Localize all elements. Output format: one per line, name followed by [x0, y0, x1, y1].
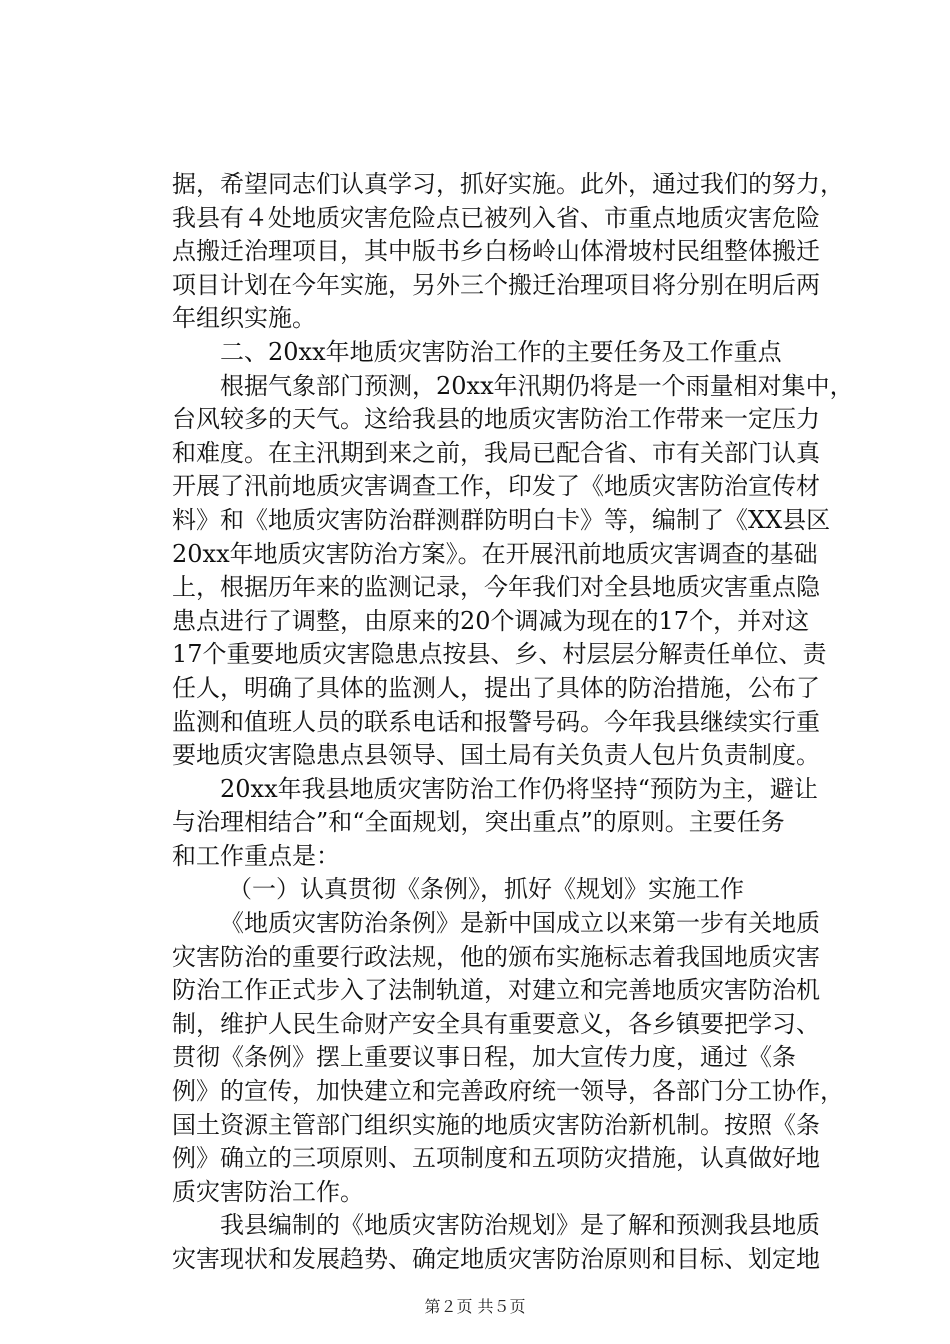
paragraph-line: 年组织实施。 [172, 304, 316, 333]
paragraph-line: 灾害现状和发展趋势、确定地质灾害防治原则和目标、划定地 [172, 1245, 820, 1273]
paragraph-line: 据，希望同志们认真学习，抓好实施。此外，通过我们的努力， [172, 170, 844, 198]
paragraph-line: 开展了汛前地质灾害调查工作，印发了《地质灾害防治宣传材 [172, 472, 820, 501]
paragraph-line: 上，根据历年来的监测记录，今年我们对全县地质灾害重点隐 [172, 573, 820, 602]
paragraph-line: 监测和值班人员的联系电话和报警号码。今年我县继续实行重 [172, 707, 820, 736]
document-body [172, 168, 854, 1277]
paragraph-line: 质灾害防治工作。 [172, 1177, 364, 1206]
paragraph-line: 20xx年地质灾害防治方案》。在开展汛前地质灾害调查的基础 [172, 539, 818, 568]
paragraph-line: 《地质灾害防治条例》是新中国成立以来第一步有关地质 [220, 909, 820, 938]
page-number-footer: 第２页 共５页 [424, 1297, 526, 1316]
paragraph-line: 例》的宣传，加快建立和完善政府统一领导，各部门分工协作， [172, 1077, 844, 1106]
paragraph-line: 与治理相结合”和“全面规划，突出重点”的原则。主要任务 [172, 808, 785, 837]
paragraph-line: 项目计划在今年实施，另外三个搬迁治理项目将分别在明后两 [172, 270, 820, 299]
paragraph-line: 防治工作正式步入了法制轨道，对建立和完善地质灾害防治机 [172, 976, 820, 1005]
paragraph-line: 17个重要地质灾害隐患点按县、乡、村层层分解责任单位、责 [172, 640, 827, 669]
paragraph-line: 患点进行了调整，由原来的20个调减为现在的17个，并对这 [172, 606, 810, 635]
paragraph-line: 和工作重点是： [172, 841, 340, 870]
paragraph-line: 20xx年我县地质灾害防治工作仍将坚持“预防为主，避让 [220, 774, 818, 803]
paragraph-line: 我县编制的《地质灾害防治规划》是了解和预测我县地质 [220, 1211, 820, 1240]
paragraph-line: 国土资源主管部门组织实施的地质灾害防治新机制。按照《条 [172, 1110, 820, 1139]
paragraph-line: 例》确立的三项原则、五项制度和五项防灾措施，认真做好地 [172, 1144, 820, 1173]
paragraph-line: 贯彻《条例》摆上重要议事日程，加大宣传力度，通过《条 [172, 1043, 796, 1072]
paragraph-line: 灾害防治的重要行政法规，他的颁布实施标志着我国地质灾害 [172, 942, 820, 971]
section-heading: 二、20xx年地质灾害防治工作的主要任务及工作重点 [220, 337, 782, 366]
paragraph-line: 台风较多的天气。这给我县的地质灾害防治工作带来一定压力 [172, 405, 820, 434]
paragraph-line: 根据气象部门预测，20xx年汛期仍将是一个雨量相对集中， [220, 371, 854, 400]
subsection-heading: （一）认真贯彻《条例》，抓好《规划》实施工作 [228, 875, 744, 904]
paragraph-line: 制，维护人民生命财产安全具有重要意义，各乡镇要把学习、 [172, 1009, 820, 1038]
paragraph-line: 我县有４处地质灾害危险点已被列入省、市重点地质灾害危险 [172, 203, 820, 232]
paragraph-line: 和难度。在主汛期到来之前，我局已配合省、市有关部门认真 [172, 438, 820, 467]
paragraph-line: 料》和《地质灾害防治群测群防明白卡》等，编制了《XX县区 [172, 505, 831, 534]
paragraph-line: 要地质灾害隐患点县领导、国土局有关负责人包片负责制度。 [172, 741, 820, 770]
paragraph-line: 点搬迁治理项目，其中版书乡白杨岭山体滑坡村民组整体搬迁 [172, 237, 820, 266]
paragraph-line: 任人，明确了具体的监测人，提出了具体的防治措施，公布了 [172, 673, 820, 702]
